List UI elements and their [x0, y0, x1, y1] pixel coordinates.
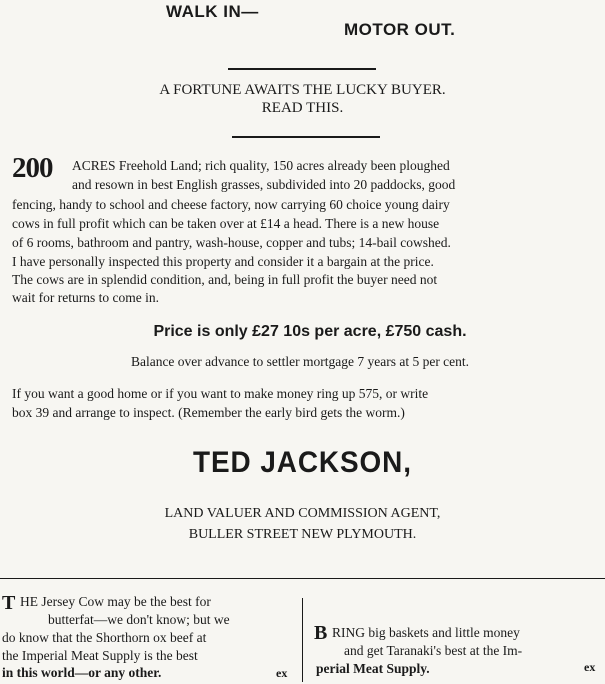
ad-right-initial: B	[314, 622, 328, 644]
contact-line: If you want a good home or if you want to make money ring up 575, or write	[12, 386, 429, 401]
listing-line: of 6 rooms, bathroom and pantry, wash-house, copper and tubs; 14-bail cowshed.	[12, 235, 451, 250]
listing-line: wait for returns to come in.	[12, 290, 159, 305]
fortune-divider	[232, 136, 380, 138]
motor-out-heading: MOTOR OUT.	[344, 20, 456, 39]
fortune-subheadline: READ THIS.	[261, 100, 344, 116]
ad-left-line: HE Jersey Cow may be the best for	[20, 594, 211, 609]
ad-left-line: the Imperial Meat Supply is the best	[2, 648, 198, 663]
acres-number: 200	[12, 152, 53, 184]
listing-line: The cows are in splendid condition, and, being in full profit the buyer need not	[12, 272, 438, 287]
ad-right-tag: ex	[584, 660, 596, 674]
price-headline: Price is only £27 10s per acre, £750 cash.	[153, 323, 467, 340]
header-divider	[228, 68, 376, 70]
ad-right-line: RING big baskets and little money	[332, 625, 520, 640]
listing-line: ACRES Freehold Land; rich quality, 150 acres already been ploughed	[72, 158, 450, 173]
column-divider	[302, 598, 303, 682]
walk-in-heading: WALK IN—	[166, 2, 259, 21]
agent-name: TED JACKSON,	[193, 446, 412, 479]
ad-left-line: butterfat—we don't know; but we	[48, 612, 230, 627]
ad-right-line: perial Meat Supply.	[316, 661, 430, 676]
ad-left-line: in this world—or any other.	[2, 665, 162, 680]
listing-line: and resown in best English grasses, subdivided into 20 paddocks, good	[72, 177, 456, 192]
fortune-headline: A FORTUNE AWAITS THE LUCKY BUYER.	[159, 82, 446, 98]
balance-line: Balance over advance to settler mortgage 7 years at 5 per cent.	[130, 354, 470, 369]
ad-left-initial: T	[2, 592, 16, 614]
agent-title: LAND VALUER AND COMMISSION AGENT,	[164, 506, 441, 521]
listing-line: I have personally inspected this property and consider it a bargain at the price.	[12, 254, 434, 269]
ad-left-tag: ex	[276, 666, 288, 680]
ad-right-line: and get Taranaki's best at the Im-	[344, 643, 523, 658]
agent-address: BULLER STREET NEW PLYMOUTH.	[188, 527, 417, 542]
ad-left-line: do know that the Shorthorn ox beef at	[2, 630, 207, 645]
section-divider	[0, 578, 605, 579]
listing-line: fencing, handy to school and cheese factory, now carrying 60 choice young dairy	[12, 197, 450, 212]
listing-line: cows in full profit which can be taken over at £14 a head. There is a new house	[12, 216, 440, 231]
contact-line: box 39 and arrange to inspect. (Remember the early bird gets the worm.)	[12, 405, 405, 420]
